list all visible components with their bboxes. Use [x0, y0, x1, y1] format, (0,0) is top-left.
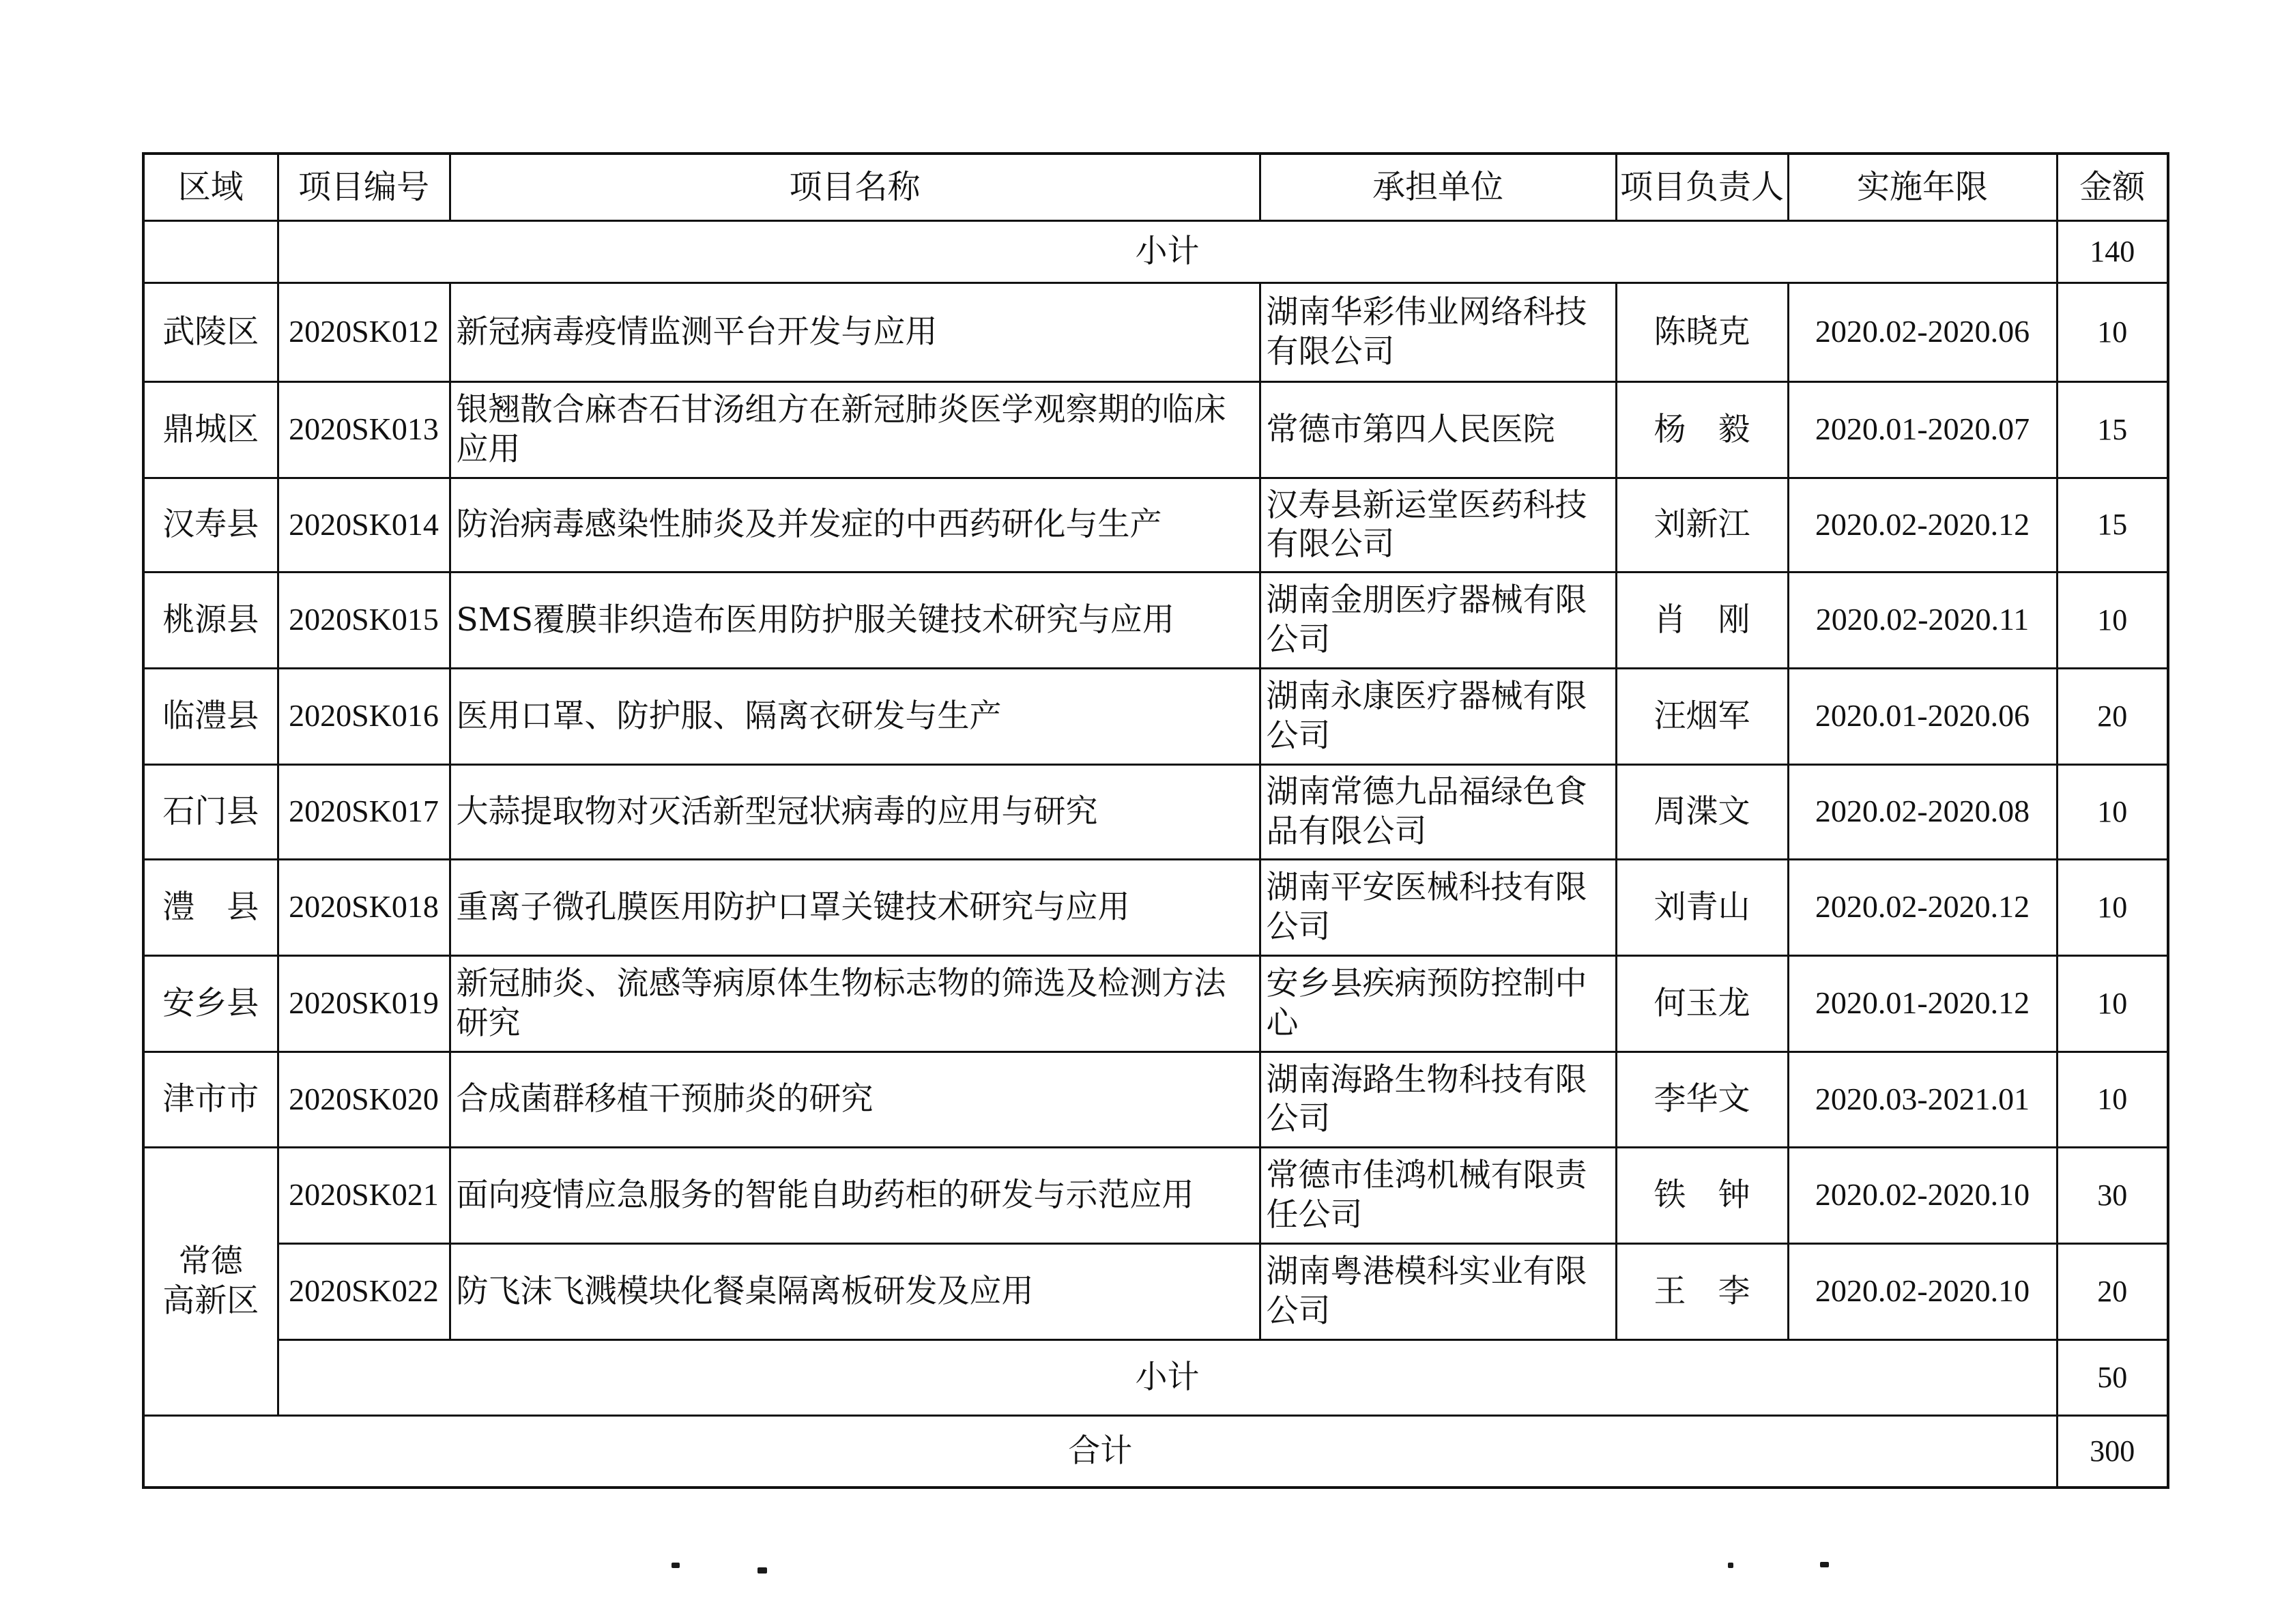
- scan-speck: [1728, 1563, 1733, 1568]
- region-cell: 石门县: [143, 764, 278, 859]
- amount-cell: 20: [2057, 668, 2168, 764]
- header-row: [143, 154, 2168, 220]
- table-row: [143, 572, 2168, 668]
- unit-cell: 安乡县疾病预防控制中心: [1260, 955, 1616, 1052]
- total-amount: 300: [2057, 1415, 2168, 1488]
- amount-cell: 10: [2057, 572, 2168, 668]
- period-cell: 2020.02-2020.08: [1788, 764, 2057, 859]
- total-label: 合计: [143, 1415, 2057, 1488]
- name-cell: 新冠肺炎、流感等病原体生物标志物的筛选及检测方法研究: [450, 955, 1260, 1052]
- amount-cell: 15: [2057, 478, 2168, 572]
- leader-cell: 李华文: [1616, 1052, 1788, 1147]
- total-row: [143, 1415, 2168, 1488]
- period-cell: 2020.01-2020.06: [1788, 668, 2057, 764]
- header-unit: 承担单位: [1260, 154, 1616, 220]
- region-cell: 桃源县: [143, 572, 278, 668]
- period-cell: 2020.02-2020.12: [1788, 478, 2057, 572]
- code-cell: 2020SK019: [278, 955, 450, 1052]
- period-cell: 2020.01-2020.12: [1788, 955, 2057, 1052]
- name-cell: 大蒜提取物对灭活新型冠状病毒的应用与研究: [450, 764, 1260, 859]
- leader-cell: 肖 刚: [1616, 572, 1788, 668]
- code-cell: 2020SK012: [278, 282, 450, 381]
- amount-cell: 10: [2057, 282, 2168, 381]
- unit-cell: 常德市第四人民医院: [1260, 381, 1616, 478]
- header-region: 区域: [143, 154, 278, 220]
- table-row: [143, 1243, 2168, 1339]
- table-row: [143, 478, 2168, 572]
- scan-speck: [672, 1563, 680, 1568]
- header-code: 项目编号: [278, 154, 450, 220]
- scan-speck: [1820, 1562, 1829, 1567]
- code-cell: 2020SK017: [278, 764, 450, 859]
- table-row: [143, 1147, 2168, 1243]
- header-period: 实施年限: [1788, 154, 2057, 220]
- table-row: [143, 859, 2168, 955]
- table-row: [143, 1052, 2168, 1147]
- leader-cell: 刘新江: [1616, 478, 1788, 572]
- name-cell: 面向疫情应急服务的智能自助药柜的研发与示范应用: [450, 1147, 1260, 1243]
- leader-cell: 王 李: [1616, 1243, 1788, 1339]
- region-cell: 澧 县: [143, 859, 278, 955]
- region-cell-empty: [143, 220, 278, 282]
- period-cell: 2020.02-2020.06: [1788, 282, 2057, 381]
- leader-cell: 铁 钟: [1616, 1147, 1788, 1243]
- code-cell: 2020SK015: [278, 572, 450, 668]
- amount-cell: 20: [2057, 1243, 2168, 1339]
- region-cell: 武陵区: [143, 282, 278, 381]
- header-amount: 金额: [2057, 154, 2168, 220]
- name-cell: 重离子微孔膜医用防护口罩关键技术研究与应用: [450, 859, 1260, 955]
- amount-cell: 10: [2057, 955, 2168, 1052]
- amount-cell: 10: [2057, 859, 2168, 955]
- amount-cell: 30: [2057, 1147, 2168, 1243]
- unit-cell: 汉寿县新运堂医药科技有限公司: [1260, 478, 1616, 572]
- region-cell: 临澧县: [143, 668, 278, 764]
- unit-cell: 湖南粤港模科实业有限公司: [1260, 1243, 1616, 1339]
- unit-cell: 湖南常德九品福绿色食品有限公司: [1260, 764, 1616, 859]
- subtotal-row: [143, 1339, 2168, 1415]
- name-cell: SMS覆膜非织造布医用防护服关键技术研究与应用: [450, 572, 1260, 668]
- header-name: 项目名称: [450, 154, 1260, 220]
- code-cell: 2020SK020: [278, 1052, 450, 1147]
- code-cell: 2020SK018: [278, 859, 450, 955]
- leader-cell: 周渫文: [1616, 764, 1788, 859]
- period-cell: 2020.02-2020.12: [1788, 859, 2057, 955]
- code-cell: 2020SK021: [278, 1147, 450, 1243]
- name-cell: 防治病毒感染性肺炎及并发症的中西药研化与生产: [450, 478, 1260, 572]
- period-cell: 2020.02-2020.11: [1788, 572, 2057, 668]
- unit-cell: 常德市佳鸿机械有限责任公司: [1260, 1147, 1616, 1243]
- table-row: [143, 955, 2168, 1052]
- region-cell: 常德 高新区: [143, 1147, 278, 1415]
- table-row: [143, 764, 2168, 859]
- unit-cell: 湖南华彩伟业网络科技有限公司: [1260, 282, 1616, 381]
- amount-cell: 10: [2057, 1052, 2168, 1147]
- name-cell: 银翘散合麻杏石甘汤组方在新冠肺炎医学观察期的临床应用: [450, 381, 1260, 478]
- subtotal-amount: 50: [2057, 1339, 2168, 1415]
- unit-cell: 湖南平安医械科技有限公司: [1260, 859, 1616, 955]
- region-cell: 安乡县: [143, 955, 278, 1052]
- code-cell: 2020SK022: [278, 1243, 450, 1339]
- period-cell: 2020.02-2020.10: [1788, 1147, 2057, 1243]
- leader-cell: 杨 毅: [1616, 381, 1788, 478]
- unit-cell: 湖南金朋医疗器械有限公司: [1260, 572, 1616, 668]
- unit-cell: 湖南永康医疗器械有限公司: [1260, 668, 1616, 764]
- code-cell: 2020SK013: [278, 381, 450, 478]
- leader-cell: 汪烟军: [1616, 668, 1788, 764]
- region-cell: 鼎城区: [143, 381, 278, 478]
- name-cell: 防飞沫飞溅模块化餐桌隔离板研发及应用: [450, 1243, 1260, 1339]
- header-leader: 项目负责人: [1616, 154, 1788, 220]
- leader-cell: 陈晓克: [1616, 282, 1788, 381]
- name-cell: 合成菌群移植干预肺炎的研究: [450, 1052, 1260, 1147]
- project-funding-table: [142, 152, 2169, 1489]
- table-row: [143, 668, 2168, 764]
- period-cell: 2020.01-2020.07: [1788, 381, 2057, 478]
- amount-cell: 10: [2057, 764, 2168, 859]
- amount-cell: 15: [2057, 381, 2168, 478]
- name-cell: 新冠病毒疫情监测平台开发与应用: [450, 282, 1260, 381]
- leader-cell: 刘青山: [1616, 859, 1788, 955]
- name-cell: 医用口罩、防护服、隔离衣研发与生产: [450, 668, 1260, 764]
- period-cell: 2020.02-2020.10: [1788, 1243, 2057, 1339]
- region-cell: 津市市: [143, 1052, 278, 1147]
- period-cell: 2020.03-2021.01: [1788, 1052, 2057, 1147]
- leader-cell: 何玉龙: [1616, 955, 1788, 1052]
- subtotal-amount: 140: [2057, 220, 2168, 282]
- code-cell: 2020SK014: [278, 478, 450, 572]
- scan-speck: [757, 1567, 767, 1574]
- subtotal-label: 小计: [278, 220, 2057, 282]
- table-row: [143, 381, 2168, 478]
- region-cell: 汉寿县: [143, 478, 278, 572]
- subtotal-label: 小计: [278, 1339, 2057, 1415]
- table-row: [143, 282, 2168, 381]
- code-cell: 2020SK016: [278, 668, 450, 764]
- carry-subtotal-row: [143, 220, 2168, 282]
- unit-cell: 湖南海路生物科技有限公司: [1260, 1052, 1616, 1147]
